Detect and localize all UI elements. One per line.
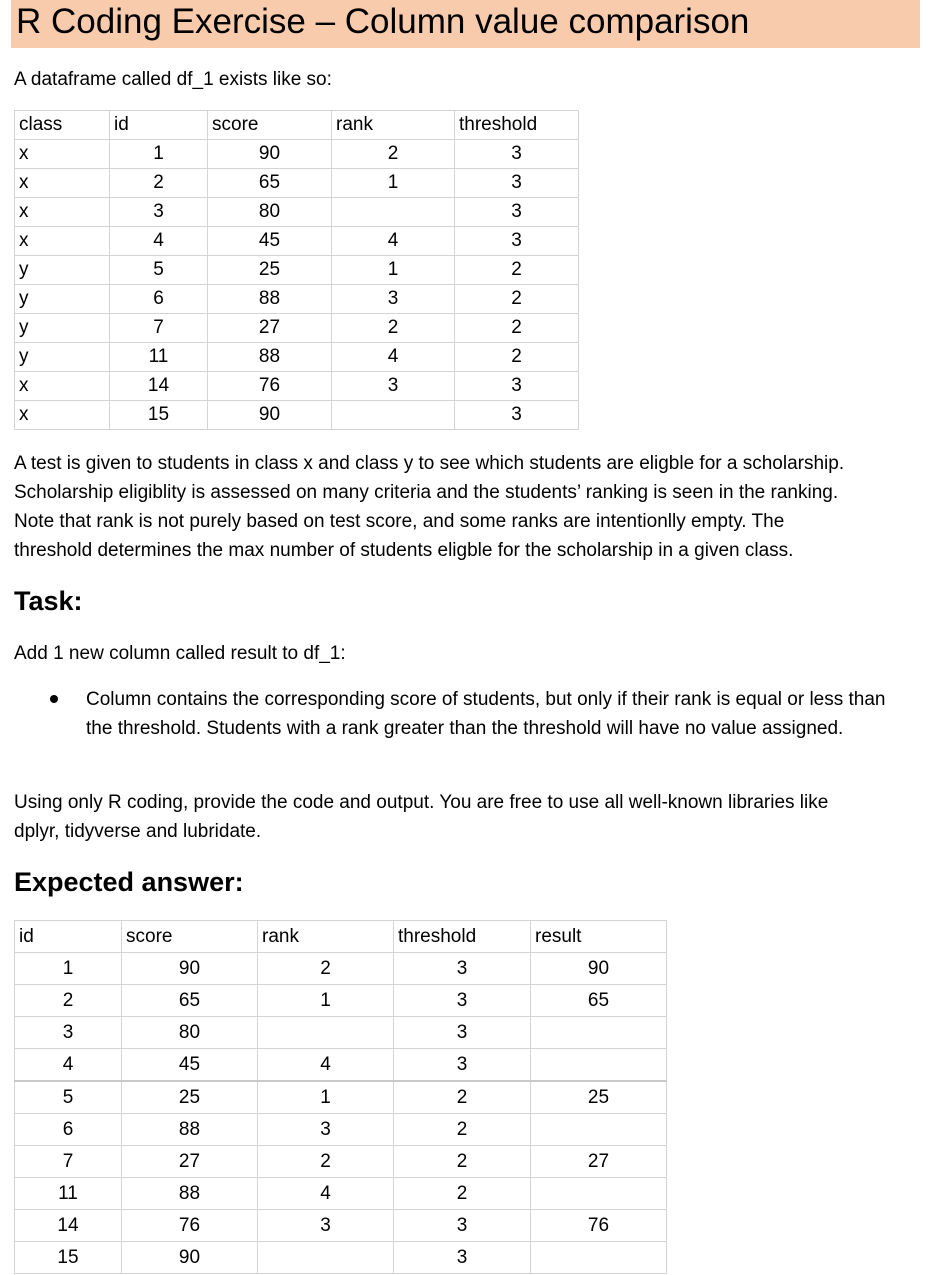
table-cell: 3 bbox=[455, 169, 579, 198]
column-header: score bbox=[122, 921, 258, 953]
table-cell: 3 bbox=[332, 285, 455, 314]
title-banner bbox=[11, 0, 920, 48]
description-line-1: A test is given to students in class x and class y to see which students are eligble for a scholarship. bbox=[14, 453, 845, 474]
table-cell bbox=[258, 1017, 394, 1049]
table-cell: 88 bbox=[122, 1178, 258, 1210]
table-cell: y bbox=[15, 314, 110, 343]
table-row bbox=[15, 1210, 667, 1242]
table-cell: 2 bbox=[394, 1178, 531, 1210]
table-cell: 2 bbox=[394, 1114, 531, 1146]
table-cell: 88 bbox=[122, 1114, 258, 1146]
table-cell: x bbox=[15, 198, 110, 227]
table-cell: 65 bbox=[122, 985, 258, 1017]
description-line-4: threshold determines the max number of students eligble for the scholarship in a given class. bbox=[14, 540, 794, 561]
table-cell: 3 bbox=[455, 372, 579, 401]
table-cell: 3 bbox=[258, 1114, 394, 1146]
table-cell: 3 bbox=[394, 1210, 531, 1242]
table-cell: 14 bbox=[110, 372, 208, 401]
bullet-text: Column contains the corresponding score of students, but only if their rank is equal or less than the threshold. Students with a rank greater than the threshold will have no value assigned. bbox=[86, 689, 886, 739]
table-row bbox=[15, 372, 579, 401]
table-row bbox=[15, 985, 667, 1017]
table-cell bbox=[531, 1017, 667, 1049]
table-cell: 88 bbox=[208, 285, 332, 314]
table-cell: x bbox=[15, 227, 110, 256]
table-cell: 65 bbox=[208, 169, 332, 198]
table-cell bbox=[332, 198, 455, 227]
column-header: threshold bbox=[455, 111, 579, 140]
table-cell: 25 bbox=[208, 256, 332, 285]
table-cell: 11 bbox=[15, 1178, 122, 1210]
table-cell: y bbox=[15, 285, 110, 314]
table-cell: 90 bbox=[531, 953, 667, 985]
table-cell: 27 bbox=[122, 1146, 258, 1178]
table-cell: 1 bbox=[258, 1081, 394, 1114]
table-row bbox=[15, 1081, 667, 1114]
table-cell: 2 bbox=[455, 285, 579, 314]
answer-heading: Expected answer: bbox=[14, 867, 244, 897]
table-cell: 4 bbox=[110, 227, 208, 256]
input-table bbox=[14, 110, 579, 430]
table-cell: x bbox=[15, 169, 110, 198]
table-cell: 3 bbox=[394, 985, 531, 1017]
table-cell: 90 bbox=[208, 140, 332, 169]
table-row bbox=[15, 1017, 667, 1049]
table-row bbox=[15, 1242, 667, 1274]
instructions-line-2: dplyr, tidyverse and lubridate. bbox=[14, 821, 262, 842]
column-header: rank bbox=[332, 111, 455, 140]
column-header: threshold bbox=[394, 921, 531, 953]
table-cell: 2 bbox=[455, 314, 579, 343]
table-cell: 4 bbox=[332, 343, 455, 372]
table-cell: 15 bbox=[15, 1242, 122, 1274]
table-cell: 3 bbox=[455, 140, 579, 169]
table-cell: 3 bbox=[394, 953, 531, 985]
description-line-3: Note that rank is not purely based on test score, and some ranks are intentionlly empty. The bbox=[14, 511, 785, 532]
table-cell: 15 bbox=[110, 401, 208, 430]
table-cell: 4 bbox=[258, 1178, 394, 1210]
table-cell: 27 bbox=[208, 314, 332, 343]
table-cell: 27 bbox=[531, 1146, 667, 1178]
table-cell: 2 bbox=[394, 1081, 531, 1114]
table-cell bbox=[332, 401, 455, 430]
table-row bbox=[15, 1178, 667, 1210]
table-row bbox=[15, 285, 579, 314]
table-cell: 65 bbox=[531, 985, 667, 1017]
table-cell: 76 bbox=[208, 372, 332, 401]
table-cell: x bbox=[15, 372, 110, 401]
column-header: id bbox=[15, 921, 122, 953]
table-cell: 3 bbox=[394, 1017, 531, 1049]
table-cell: 1 bbox=[15, 953, 122, 985]
instructions-line-1: Using only R coding, provide the code and output. You are free to use all well-known libraries like bbox=[14, 792, 829, 813]
column-header: result bbox=[531, 921, 667, 953]
table-cell: 3 bbox=[394, 1049, 531, 1082]
table-row bbox=[15, 343, 579, 372]
table-cell: 3 bbox=[332, 372, 455, 401]
table-cell: 90 bbox=[122, 1242, 258, 1274]
table-cell: 25 bbox=[122, 1081, 258, 1114]
column-header: id bbox=[110, 111, 208, 140]
table-cell: 80 bbox=[122, 1017, 258, 1049]
table-cell: 3 bbox=[394, 1242, 531, 1274]
table-cell: 5 bbox=[110, 256, 208, 285]
answer-table bbox=[14, 920, 667, 1274]
table-row bbox=[15, 227, 579, 256]
table-cell: 7 bbox=[110, 314, 208, 343]
table-cell: 45 bbox=[208, 227, 332, 256]
table-row bbox=[15, 1114, 667, 1146]
table-cell: 45 bbox=[122, 1049, 258, 1082]
page-title: R Coding Exercise – Column value comparison bbox=[16, 2, 750, 41]
table-cell: 2 bbox=[455, 343, 579, 372]
table-cell: 90 bbox=[208, 401, 332, 430]
table-cell: 3 bbox=[455, 401, 579, 430]
table-cell: 2 bbox=[258, 953, 394, 985]
table-cell: 6 bbox=[15, 1114, 122, 1146]
table-cell: 76 bbox=[531, 1210, 667, 1242]
intro-text: A dataframe called df_1 exists like so: bbox=[14, 69, 332, 90]
table-row bbox=[15, 953, 667, 985]
table-cell: 5 bbox=[15, 1081, 122, 1114]
table-cell: 2 bbox=[258, 1146, 394, 1178]
description-line-2: Scholarship eligiblity is assessed on many criteria and the students’ ranking is seen in the ranking. bbox=[14, 482, 839, 503]
table-cell bbox=[531, 1242, 667, 1274]
table-cell: 76 bbox=[122, 1210, 258, 1242]
table-cell: x bbox=[15, 401, 110, 430]
table-cell: 2 bbox=[110, 169, 208, 198]
bullet-icon bbox=[50, 695, 58, 703]
table-cell: 3 bbox=[258, 1210, 394, 1242]
table-cell: 4 bbox=[332, 227, 455, 256]
table-cell: 4 bbox=[258, 1049, 394, 1082]
table-cell: 3 bbox=[110, 198, 208, 227]
table-row bbox=[15, 1049, 667, 1082]
table-cell: 88 bbox=[208, 343, 332, 372]
table-cell: 1 bbox=[110, 140, 208, 169]
table-cell: x bbox=[15, 140, 110, 169]
table-cell: 3 bbox=[15, 1017, 122, 1049]
table-row bbox=[15, 140, 579, 169]
table-cell: 80 bbox=[208, 198, 332, 227]
table-cell: 11 bbox=[110, 343, 208, 372]
table-row bbox=[15, 198, 579, 227]
table-cell: 1 bbox=[332, 169, 455, 198]
table-cell bbox=[531, 1114, 667, 1146]
task-heading: Task: bbox=[14, 586, 83, 616]
table-cell: 2 bbox=[455, 256, 579, 285]
table-cell bbox=[258, 1242, 394, 1274]
table-cell: 1 bbox=[332, 256, 455, 285]
table-header-row bbox=[15, 111, 579, 140]
table-row bbox=[15, 169, 579, 198]
table-cell bbox=[531, 1049, 667, 1082]
table-cell: y bbox=[15, 343, 110, 372]
table-cell bbox=[531, 1178, 667, 1210]
table-cell: 1 bbox=[258, 985, 394, 1017]
column-header: class bbox=[15, 111, 110, 140]
table-cell: 90 bbox=[122, 953, 258, 985]
table-cell: 2 bbox=[332, 314, 455, 343]
table-cell: 25 bbox=[531, 1081, 667, 1114]
table-row bbox=[15, 401, 579, 430]
column-header: rank bbox=[258, 921, 394, 953]
table-cell: 2 bbox=[394, 1146, 531, 1178]
table-cell: 7 bbox=[15, 1146, 122, 1178]
task-intro: Add 1 new column called result to df_1: bbox=[14, 643, 346, 664]
column-header: score bbox=[208, 111, 332, 140]
table-row bbox=[15, 256, 579, 285]
table-cell: 3 bbox=[455, 227, 579, 256]
table-cell: y bbox=[15, 256, 110, 285]
table-row bbox=[15, 314, 579, 343]
table-header-row bbox=[15, 921, 667, 953]
table-cell: 2 bbox=[15, 985, 122, 1017]
table-cell: 2 bbox=[332, 140, 455, 169]
table-cell: 6 bbox=[110, 285, 208, 314]
table-row bbox=[15, 1146, 667, 1178]
table-cell: 4 bbox=[15, 1049, 122, 1082]
table-cell: 3 bbox=[455, 198, 579, 227]
table-cell: 14 bbox=[15, 1210, 122, 1242]
